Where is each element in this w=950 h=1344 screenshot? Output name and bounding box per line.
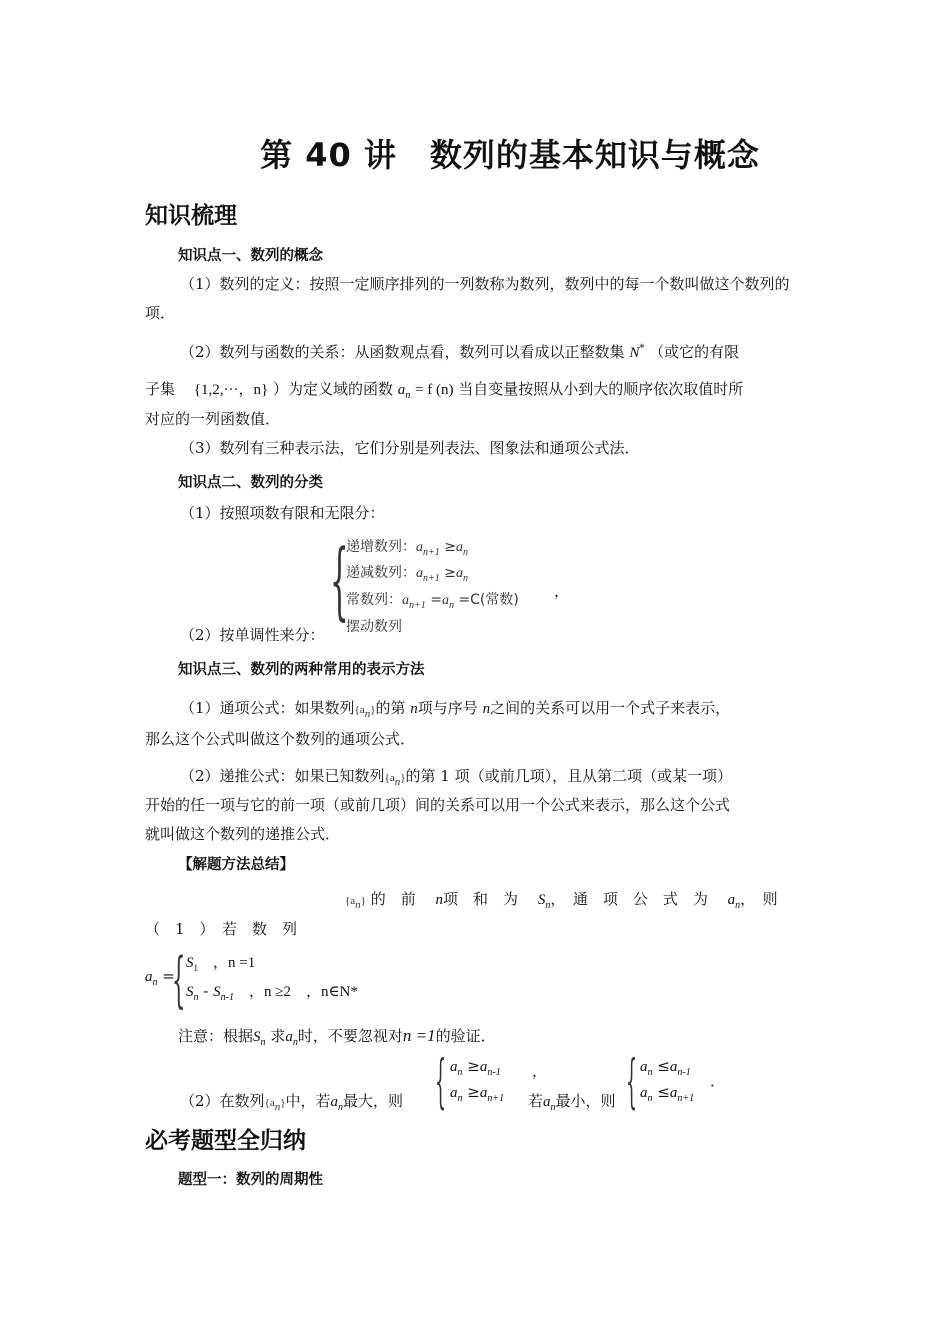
type1-heading: 题型一：数列的周期性 [178,1172,323,1188]
max-cond-1: $a_n \ge a_{n-1}$ [450,1057,501,1078]
kp1-function-line1: （2）数列与函数的关系：从函数观点看，数列可以看成以正整数集 N* （或它的有限 [180,343,740,361]
classification-brace: { [330,531,349,629]
case-constant: 常数列：$a_{n+1} =a_n =C$(常数) [346,592,519,611]
page-title: 第 40 讲 数列的基本知识与概念 [260,136,760,174]
summary-extrema-line: （2）在数列$\{a_n\}$中，若$a_n$最大，则 [180,1092,404,1113]
cases-comma: ， [554,582,570,600]
case-increasing: 递增数列：$a_{n+1} \ge a_n$ [346,539,468,558]
kp3-general-formula-line2: 那么这个公式叫做这个数列的通项公式． [145,730,416,748]
kp3-recursive-line2: 开始的任一项与它的前一项（或前几项）间的关系可以用一个公式来表示，那么这个公式 [145,796,731,814]
section-heading-question-types: 必考题型全归纳 [145,1128,306,1154]
kp3-general-formula-line1: （1）通项公式：如果数列$\{a_n\}$的第 n项与序号 n之间的关系可以用一个式子来表示， [180,699,731,720]
kp1-function-line3: 对应的一列函数值． [145,410,281,428]
kp2-monotonic-label: （2）按单调性来分： [180,626,325,644]
summary-extrema-line-b: 若$a_n$最小，则 [528,1092,616,1113]
kp2-heading: 知识点二、数列的分类 [178,475,323,491]
case-oscillating: 摆动数列 [346,619,402,635]
kp1-definition: （1）数列的定义：按照一定顺序排列的一列数称为数列，数列中的每一个数叫做这个数列的项． [145,275,790,322]
summary-line1: $\{a_n\}$ 的 前 n项 和 为 $S_n$， 通 项 公 式 为 $a_n$， 则 [345,890,778,911]
kp3-heading: 知识点三、数列的两种常用的表示方法 [178,662,425,678]
summary-line2: （ 1 ） 若 数 列 [145,920,298,938]
formula-case2: $S_n - S_{n-1}$ ，n ≥2 ，n∈N* [186,982,358,1003]
summary-heading: 【解题方法总结】 [178,857,294,873]
max-brace: { [435,1047,447,1115]
kp1-heading: 知识点一、数列的概念 [178,248,323,264]
an-lhs: $a_n$ = [145,967,175,988]
kp1-representations: （3）数列有三种表示法，它们分别是列表法、图象法和通项公式法． [180,439,640,457]
formula-case1: $S_1$ ，n =1 [186,955,256,973]
kp3-recursive-line1: （2）递推公式：如果已知数列$\{a_n\}$的第 1 项（或前几项），且从第二项（或某一项） [180,767,733,788]
formula-brace: { [172,945,186,1015]
kp2-finite-infinite: （1）按照项数有限和无限分： [180,504,385,522]
min-period: ． [710,1072,726,1090]
min-cond-1: $a_n \le a_{n-1}$ [640,1057,691,1078]
kp3-recursive-line3: 就叫做这个数列的递推公式． [145,825,341,843]
kp1-function-line2: 子集 {1,2,···，n} ）为定义域的函数 $a_n = f$ (n) 当自变量按照从小到大的顺序依次取值时所 [145,380,744,401]
min-cond-2: $a_n \le a_{n+1}$ [640,1083,695,1104]
max-cond-2: $a_n \ge a_{n+1}$ [450,1083,505,1104]
summary-note: 注意：根据$S_n$ 求$a_n$时，不要忽视对n =1的验证． [178,1026,496,1048]
section-heading-knowledge: 知识梳理 [145,203,237,229]
min-brace: { [626,1047,638,1115]
case-decreasing: 递减数列：$a_{n+1} \ge a_n$ [346,565,468,584]
max-comma: ， [532,1062,548,1080]
